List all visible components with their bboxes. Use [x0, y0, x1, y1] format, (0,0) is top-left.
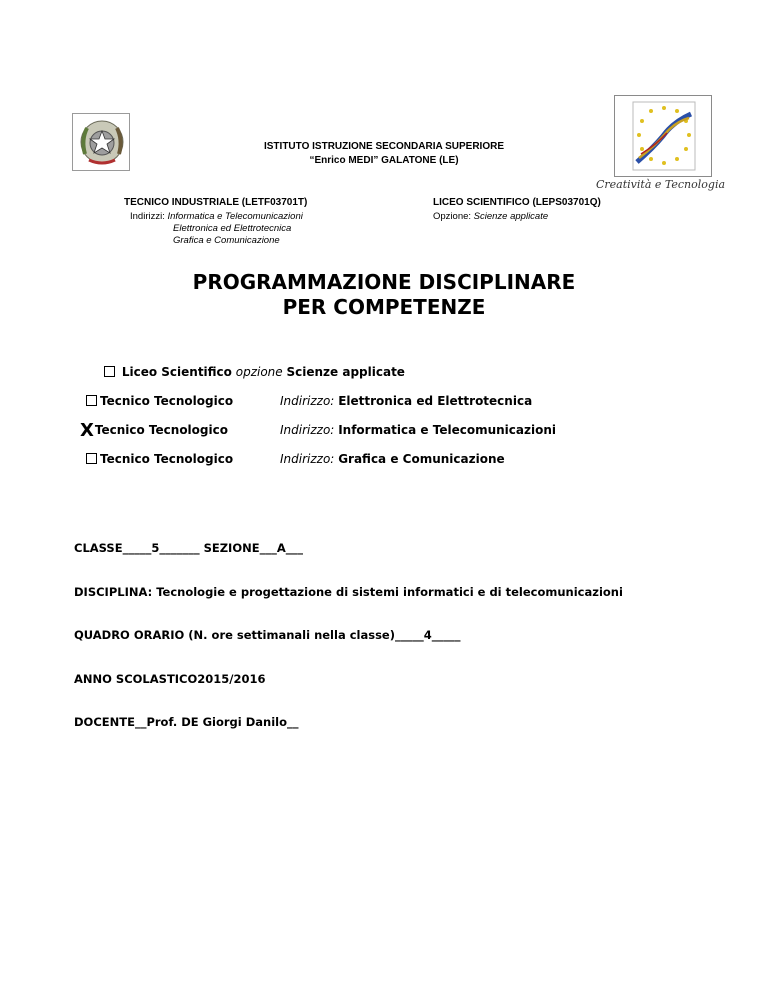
- checked-x-mark[interactable]: X: [80, 420, 94, 441]
- checkbox-grafica[interactable]: [86, 453, 97, 464]
- tecnico-title: TECNICO INDUSTRIALE (LETF03701T): [124, 197, 308, 208]
- italian-republic-emblem-icon: [72, 113, 130, 171]
- option-label-2: Scienze applicate: [286, 365, 405, 379]
- indirizzo-1: Informatica e Telecomunicazioni: [167, 211, 303, 222]
- indirizzo-row-3: [173, 235, 280, 247]
- option-label: Liceo Scientifico: [121, 365, 232, 379]
- title-line1: PROGRAMMAZIONE DISCIPLINARE: [192, 270, 576, 294]
- indirizzo-label: Indirizzo:: [280, 452, 335, 466]
- option-tecnico-elettronica: [86, 394, 233, 408]
- indirizzo-row-2: [173, 223, 291, 235]
- indirizzo-label: Indirizzo:: [280, 394, 335, 408]
- checkbox-elettronica[interactable]: [86, 395, 97, 406]
- option-liceo-scientifico: [104, 365, 405, 379]
- indirizzo-grafica: [280, 452, 505, 466]
- institute-line2: “Enrico MEDI” GALATONE (LE): [309, 155, 459, 166]
- page-title: [0, 270, 768, 320]
- checkbox-liceo[interactable]: [104, 366, 115, 377]
- indirizzo-value: Grafica e Comunicazione: [338, 452, 505, 466]
- title-line2: PER COMPETENZE: [282, 295, 486, 319]
- option-label: Tecnico Tecnologico: [100, 394, 234, 408]
- indirizzo-informatica: [280, 423, 556, 437]
- option-label: Tecnico Tecnologico: [94, 423, 228, 437]
- option-tecnico-grafica: [86, 452, 233, 466]
- indirizzo-elettronica: [280, 394, 532, 408]
- opzione-label: Opzione:: [433, 211, 472, 222]
- institute-line1: ISTITUTO ISTRUZIONE SECONDARIA SUPERIORE: [263, 141, 505, 152]
- liceo-title: LICEO SCIENTIFICO (LEPS03701Q): [433, 197, 601, 208]
- indirizzi-label: Indirizzi:: [130, 211, 165, 222]
- indirizzo-value: Elettronica ed Elettrotecnica: [338, 394, 533, 408]
- institute-name: [234, 140, 534, 168]
- option-tecnico-informatica: [80, 420, 228, 441]
- liceo-opzione: [433, 211, 548, 223]
- docente: DOCENTE__Prof. DE Giorgi Danilo__: [74, 715, 299, 729]
- option-italic: opzione: [235, 365, 283, 379]
- anno-scolastico: ANNO SCOLASTICO2015/2016: [74, 672, 266, 686]
- logo-motto: Creatività e Tecnologia: [596, 178, 726, 191]
- indirizzo-label: Indirizzo:: [280, 423, 335, 437]
- indirizzo-value: Informatica e Telecomunicazioni: [338, 423, 556, 437]
- option-label: Tecnico Tecnologico: [100, 452, 234, 466]
- indirizzo-2: Elettronica ed Elettrotecnica: [173, 223, 292, 234]
- disciplina: DISCIPLINA: Tecnologie e progettazione di sistemi informatici e di telecomunicazioni: [74, 585, 623, 599]
- tecnico-indirizzi: [130, 211, 303, 223]
- quadro-orario: QUADRO ORARIO (N. ore settimanali nella classe)_____4_____: [74, 628, 461, 642]
- indirizzo-3: Grafica e Comunicazione: [173, 235, 280, 246]
- school-logo-icon: [614, 95, 712, 177]
- opzione-value: Scienze applicate: [473, 211, 549, 222]
- classe-sezione: CLASSE_____5_______ SEZIONE___A___: [74, 541, 303, 555]
